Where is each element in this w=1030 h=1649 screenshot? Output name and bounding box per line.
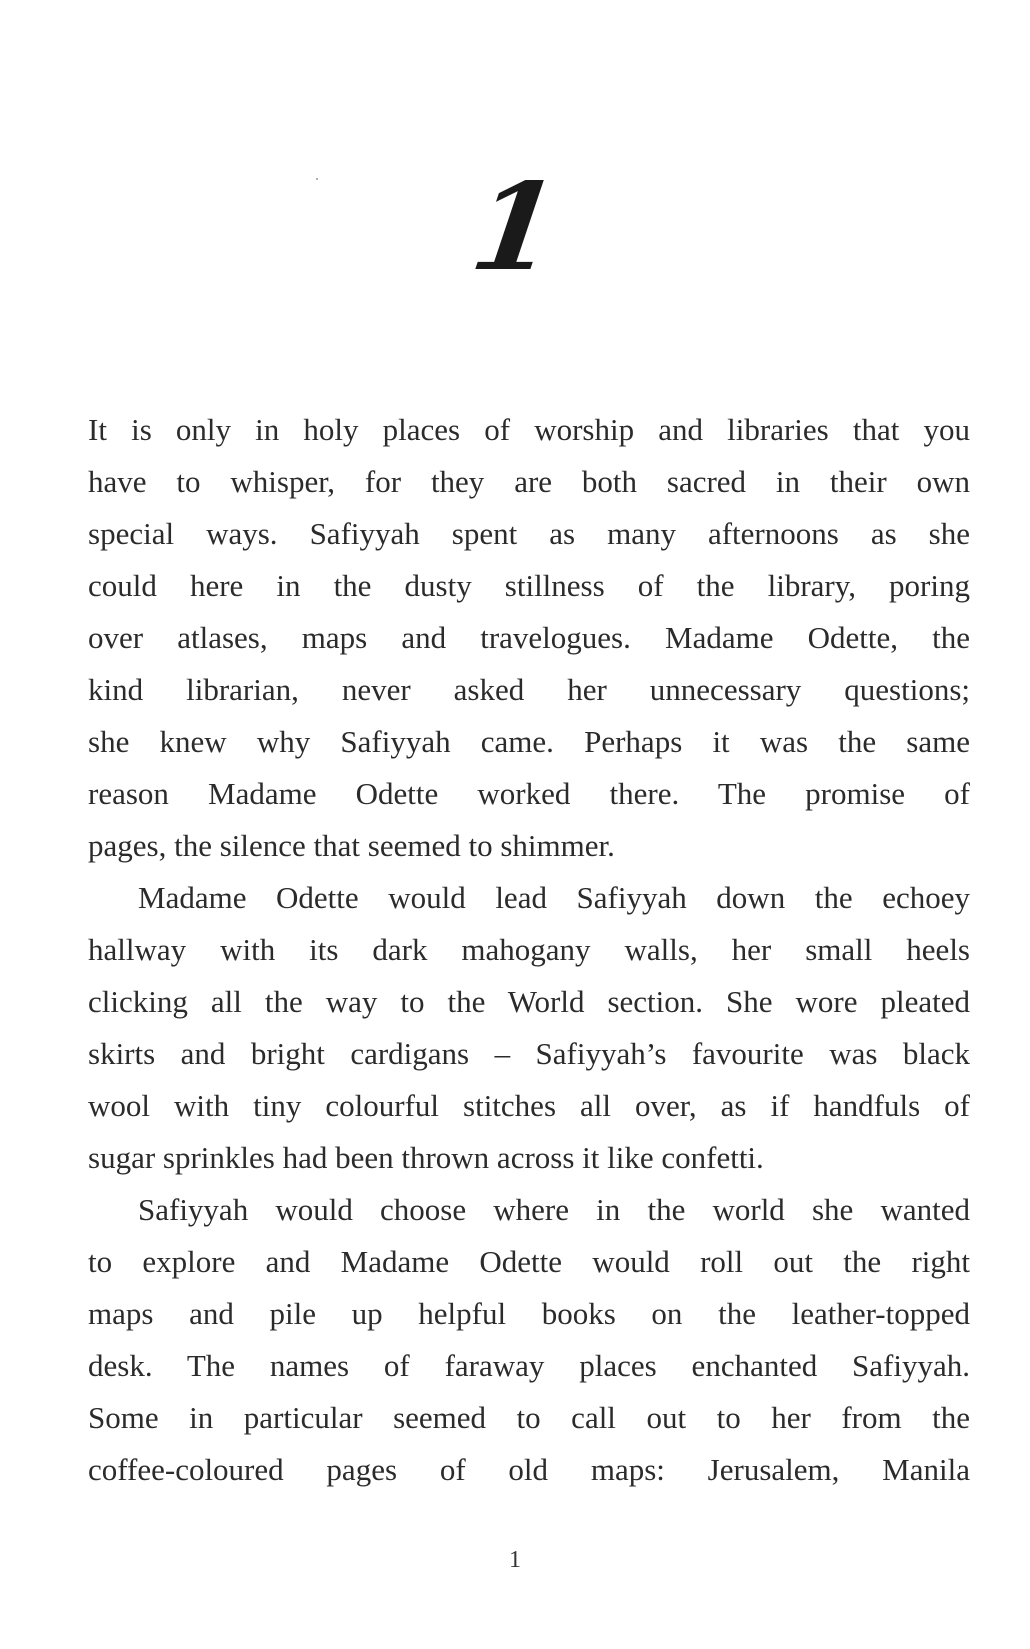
text-line: have to whisper, for they are both sacred in their own: [88, 464, 970, 499]
text-line: clicking all the way to the World section. She wore pleated: [88, 984, 970, 1019]
text-line: hallway with its dark mahogany walls, her small heels: [88, 932, 970, 967]
text-line: desk. The names of faraway places enchanted Safiyyah.: [88, 1348, 970, 1383]
text-line: wool with tiny colourful stitches all over, as if handfuls of: [88, 1088, 970, 1123]
text-line: sugar sprinkles had been thrown across it like confetti.: [88, 1140, 764, 1175]
text-line: she knew why Safiyyah came. Perhaps it was the same: [88, 724, 970, 759]
text-line: reason Madame Odette worked there. The promise of: [88, 776, 970, 811]
text-line: It is only in holy places of worship and libraries that you: [88, 412, 970, 447]
chapter-number: 1: [463, 157, 567, 298]
chapter-body-text: [88, 404, 970, 1496]
text-line: could here in the dusty stillness of the library, poring: [88, 568, 970, 603]
text-line: Safiyyah would choose where in the world she wanted: [138, 1192, 970, 1227]
page-number: 1: [509, 1547, 521, 1573]
text-line: Some in particular seemed to call out to her from the: [88, 1400, 970, 1435]
text-line: kind librarian, never asked her unnecessary questions;: [88, 672, 970, 707]
text-line: over atlases, maps and travelogues. Madame Odette, the: [88, 620, 970, 655]
text-line: to explore and Madame Odette would roll out the right: [88, 1244, 970, 1279]
text-line: maps and pile up helpful books on the leather-topped: [88, 1296, 970, 1331]
text-line: pages, the silence that seemed to shimmer.: [88, 828, 615, 863]
text-line: Madame Odette would lead Safiyyah down the echoey: [138, 880, 970, 915]
text-line: skirts and bright cardigans – Safiyyah’s favourite was black: [88, 1036, 970, 1071]
text-line: coffee-coloured pages of old maps: Jerusalem, Manila: [88, 1452, 970, 1487]
text-line: special ways. Safiyyah spent as many afternoons as she: [88, 516, 970, 551]
